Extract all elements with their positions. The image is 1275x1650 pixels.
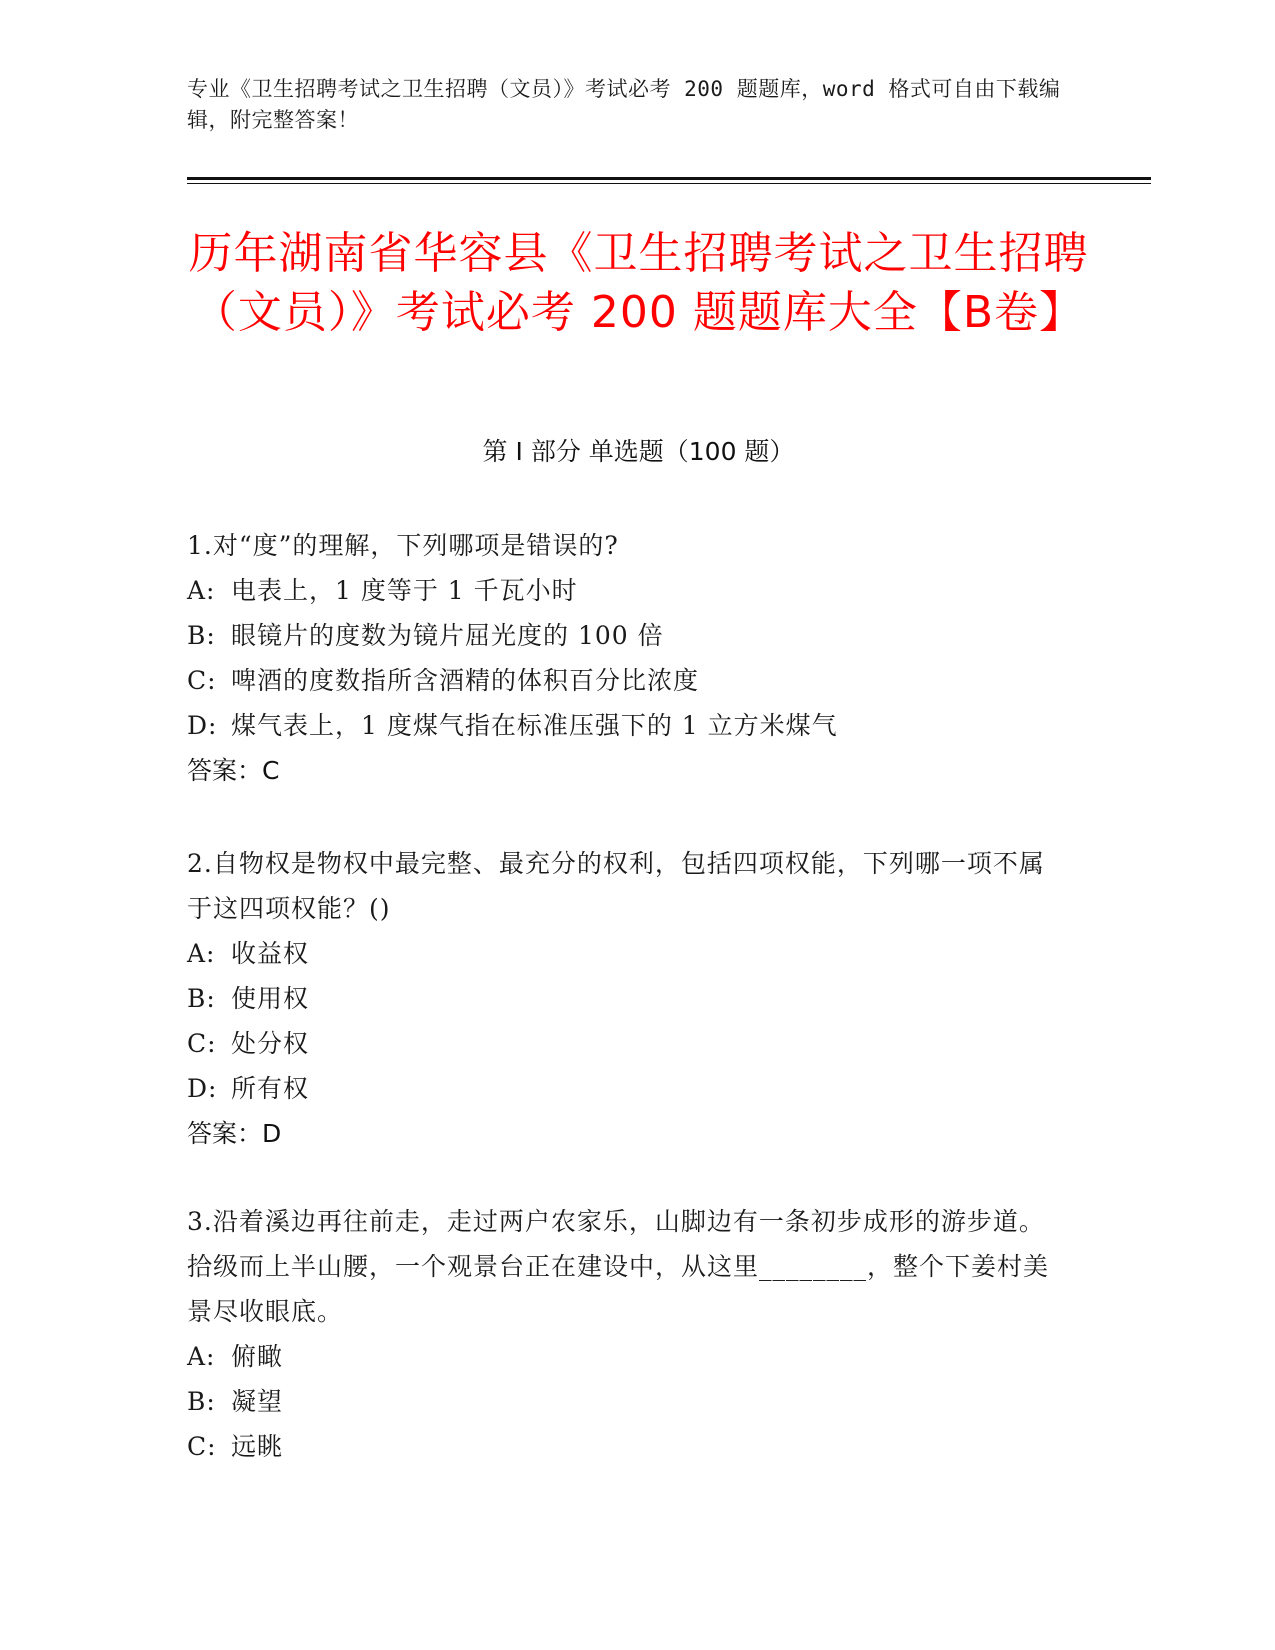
option-letter: B: <box>187 1387 216 1416</box>
option-a <box>187 1334 1067 1379</box>
option-letter: C: <box>187 666 217 695</box>
option-text: 使用权 <box>231 984 310 1013</box>
option-text: 啤酒的度数指所含酒精的体积百分比浓度 <box>231 666 700 695</box>
option-letter: B: <box>187 621 216 650</box>
option-c <box>187 1424 1067 1469</box>
option-b <box>187 976 1067 1021</box>
option-text: 远眺 <box>231 1432 284 1461</box>
question-2 <box>187 841 1067 1156</box>
option-b <box>187 613 1067 658</box>
section-heading: 第 I 部分 单选题（100 题） <box>482 437 795 466</box>
option-letter: D: <box>187 1074 218 1103</box>
question-3 <box>187 1199 1067 1469</box>
option-text: 眼镜片的度数为镜片屈光度的 100 倍 <box>231 621 664 650</box>
option-c <box>187 1021 1067 1066</box>
header-rule <box>187 177 1151 180</box>
option-text: 处分权 <box>231 1029 310 1058</box>
option-b <box>187 1379 1067 1424</box>
option-text: 电表上，1 度等于 1 千瓦小时 <box>231 576 578 605</box>
option-letter: A: <box>187 1342 216 1371</box>
question-stem: 2.自物权是物权中最完整、最充分的权利，包括四项权能，下列哪一项不属于这四项权能？() <box>187 849 1045 923</box>
option-text: 收益权 <box>231 939 310 968</box>
option-text: 凝望 <box>231 1387 284 1416</box>
option-a <box>187 568 1067 613</box>
header-rule-thin <box>187 183 1151 184</box>
option-a <box>187 931 1067 976</box>
option-c <box>187 658 1067 703</box>
option-letter: B: <box>187 984 216 1013</box>
option-letter: C: <box>187 1432 217 1461</box>
answer-line: 答案：C <box>187 756 280 785</box>
option-d <box>187 703 1067 748</box>
question-stem: 1.对“度”的理解，下列哪项是错误的? <box>187 531 619 560</box>
option-letter: A: <box>187 576 216 605</box>
option-text: 煤气表上，1 度煤气指在标准压强下的 1 立方米煤气 <box>231 711 838 740</box>
document-title: 历年湖南省华容县《卫生招聘考试之卫生招聘（文员）》考试必考 200 题题库大全【B卷】 <box>188 228 1089 338</box>
option-text: 所有权 <box>231 1074 310 1103</box>
header-note: 专业《卫生招聘考试之卫生招聘（文员）》考试必考 200 题题库，word 格式可自由下载编辑，附完整答案！ <box>187 77 1061 132</box>
answer-line: 答案：D <box>187 1119 282 1148</box>
option-letter: D: <box>187 711 218 740</box>
question-1 <box>187 523 1067 793</box>
question-stem: 3.沿着溪边再往前走，走过两户农家乐，山脚边有一条初步成形的游步道。拾级而上半山腰，一个观景台正在建设中，从这里________，整个下姜村美景尽收眼底。 <box>187 1207 1050 1326</box>
option-letter: A: <box>187 939 216 968</box>
option-d <box>187 1066 1067 1111</box>
option-letter: C: <box>187 1029 217 1058</box>
option-text: 俯瞰 <box>231 1342 284 1371</box>
